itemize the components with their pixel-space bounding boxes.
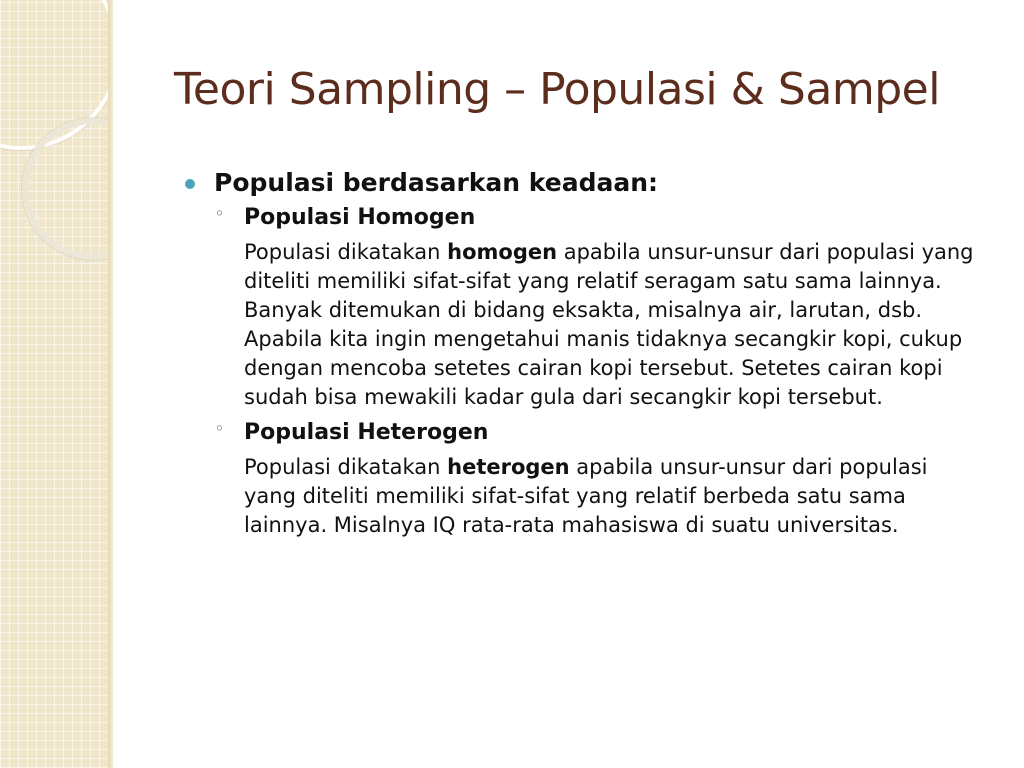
main-bullet-text: Populasi berdasarkan keadaan: xyxy=(214,168,659,197)
main-bullet xyxy=(182,168,982,197)
slide-content xyxy=(182,168,982,548)
para-text-after: apabila unsur-unsur dari populasi yang diteliti memiliki sifat-sifat yang relatif berbeda satu sama lainnya. Misalnya IQ rata-rata mahasiswa di suatu universitas. xyxy=(244,455,928,537)
section-heterogen xyxy=(215,420,982,540)
slide-title: Teori Sampling – Populasi & Sampel xyxy=(174,64,940,115)
para-text-before: Populasi dikatakan xyxy=(244,240,448,264)
side-band-edge xyxy=(108,0,113,768)
paragraph-heterogen xyxy=(244,453,984,540)
ring-bullet-icon: ◦ xyxy=(215,206,224,222)
decorative-side-band xyxy=(0,0,113,768)
subheading-heterogen xyxy=(215,420,982,445)
subheading-text: Populasi Heterogen xyxy=(244,420,489,445)
para-bold-term: homogen xyxy=(447,240,558,264)
ring-bullet-icon: ◦ xyxy=(215,421,224,437)
paragraph-homogen xyxy=(244,238,984,412)
para-text-before: Populasi dikatakan xyxy=(244,455,448,479)
subheading-homogen xyxy=(215,205,982,230)
bullet-dot-icon xyxy=(185,179,195,189)
subheading-text: Populasi Homogen xyxy=(244,205,476,230)
para-bold-term: heterogen xyxy=(447,455,570,479)
section-homogen xyxy=(215,205,982,412)
para-text-after: apabila unsur-unsur dari populasi yang diteliti memiliki sifat-sifat yang relatif seragam satu sama lainnya. Banyak ditemukan di bidang eksakta, misalnya air, larutan, dsb. Apabila kita ingin mengetahui manis tidaknya secangkir kopi, cukup dengan mencoba setetes cairan kopi tersebut. Setetes cairan kopi sudah bisa mewakili kadar gula dari secangkir kopi tersebut. xyxy=(244,240,974,409)
